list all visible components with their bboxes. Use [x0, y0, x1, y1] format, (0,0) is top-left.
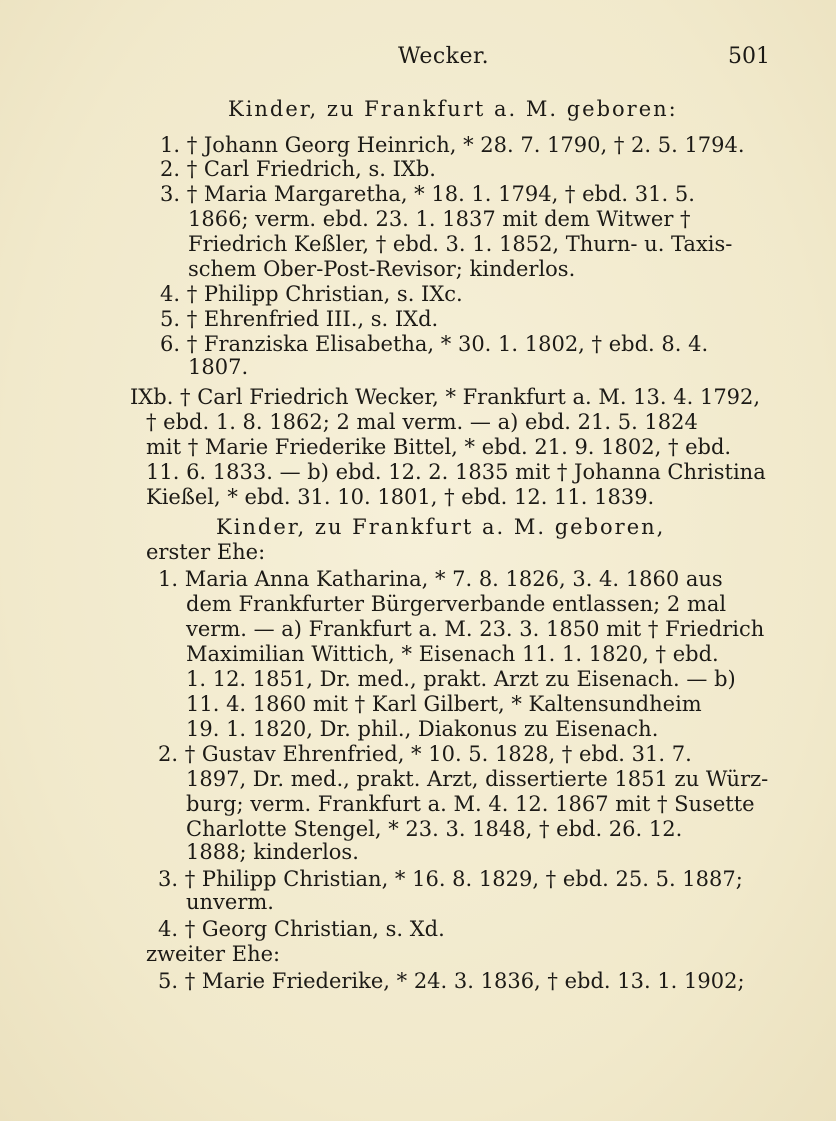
subheading: erster Ehe: — [146, 540, 266, 564]
text-line: 6. † Franziska Elisabetha, * 30. 1. 1802, † ebd. 8. 4. — [160, 332, 709, 356]
text-line: 1866; verm. ebd. 23. 1. 1837 mit dem Witwer † — [188, 207, 691, 231]
text-line: 1. † Johann Georg Heinrich, * 28. 7. 1790, † 2. 5. 1794. — [160, 133, 745, 157]
text-line: 1807. — [188, 355, 249, 379]
section-heading: Kinder, zu Frankfurt a. M. geboren, — [216, 515, 666, 539]
text-line: Charlotte Stengel, * 23. 3. 1848, † ebd. 26. 12. — [186, 817, 683, 841]
text-line: 1. 12. 1851, Dr. med., prakt. Arzt zu Eisenach. — b) — [186, 667, 736, 691]
text-line: 1. Maria Anna Katharina, * 7. 8. 1826, 3. 4. 1860 aus — [158, 567, 723, 591]
text-line: Maximilian Wittich, * Eisenach 11. 1. 1820, † ebd. — [186, 642, 719, 666]
running-head: Wecker. — [398, 44, 490, 69]
text-line: 4. † Georg Christian, s. Xd. — [158, 917, 445, 941]
text-line: 19. 1. 1820, Dr. phil., Diakonus zu Eisenach. — [186, 717, 659, 741]
text-line: 11. 6. 1833. — b) ebd. 12. 2. 1835 mit † Johanna Christina — [146, 460, 766, 484]
page-header — [0, 40, 836, 76]
text-line: Friedrich Keßler, † ebd. 3. 1. 1852, Thurn- u. Taxis- — [188, 232, 733, 256]
text-line: 4. † Philipp Christian, s. IXc. — [160, 282, 463, 306]
text-line: 3. † Maria Margaretha, * 18. 1. 1794, † ebd. 31. 5. — [160, 182, 695, 206]
text-line: 2. † Gustav Ehrenfried, * 10. 5. 1828, † ebd. 31. 7. — [158, 742, 692, 766]
text-line: 5. † Ehrenfried III., s. IXd. — [160, 307, 439, 331]
text-line: mit † Marie Friederike Bittel, * ebd. 21. 9. 1802, † ebd. — [146, 435, 732, 459]
text-line: unverm. — [186, 890, 274, 914]
entry-heading: IXb. † Carl Friedrich Wecker, * Frankfurt a. M. 13. 4. 1792, — [130, 385, 761, 409]
subheading: zweiter Ehe: — [146, 942, 281, 966]
text-line: schem Ober-Post-Revisor; kinderlos. — [188, 257, 576, 281]
text-line: 5. † Marie Friederike, * 24. 3. 1836, † ebd. 13. 1. 1902; — [158, 969, 745, 993]
section-heading: Kinder, zu Frankfurt a. M. geboren: — [228, 97, 678, 121]
text-line: verm. — a) Frankfurt a. M. 23. 3. 1850 mit † Friedrich — [186, 617, 765, 641]
text-line: Kießel, * ebd. 31. 10. 1801, † ebd. 12. 11. 1839. — [146, 485, 655, 509]
text-line: 11. 4. 1860 mit † Karl Gilbert, * Kaltensundheim — [186, 692, 702, 716]
text-line: † ebd. 1. 8. 1862; 2 mal verm. — a) ebd. 21. 5. 1824 — [146, 410, 698, 434]
text-line: 1888; kinderlos. — [186, 840, 359, 864]
text-line: burg; verm. Frankfurt a. M. 4. 12. 1867 mit † Susette — [186, 792, 755, 816]
page-number: 501 — [728, 44, 770, 69]
text-line: dem Frankfurter Bürgerverbande entlassen; 2 mal — [186, 592, 727, 616]
text-line: 1897, Dr. med., prakt. Arzt, dissertierte 1851 zu Würz- — [186, 767, 769, 791]
text-line: 2. † Carl Friedrich, s. IXb. — [160, 157, 436, 181]
text-line: 3. † Philipp Christian, * 16. 8. 1829, † ebd. 25. 5. 1887; — [158, 867, 743, 891]
